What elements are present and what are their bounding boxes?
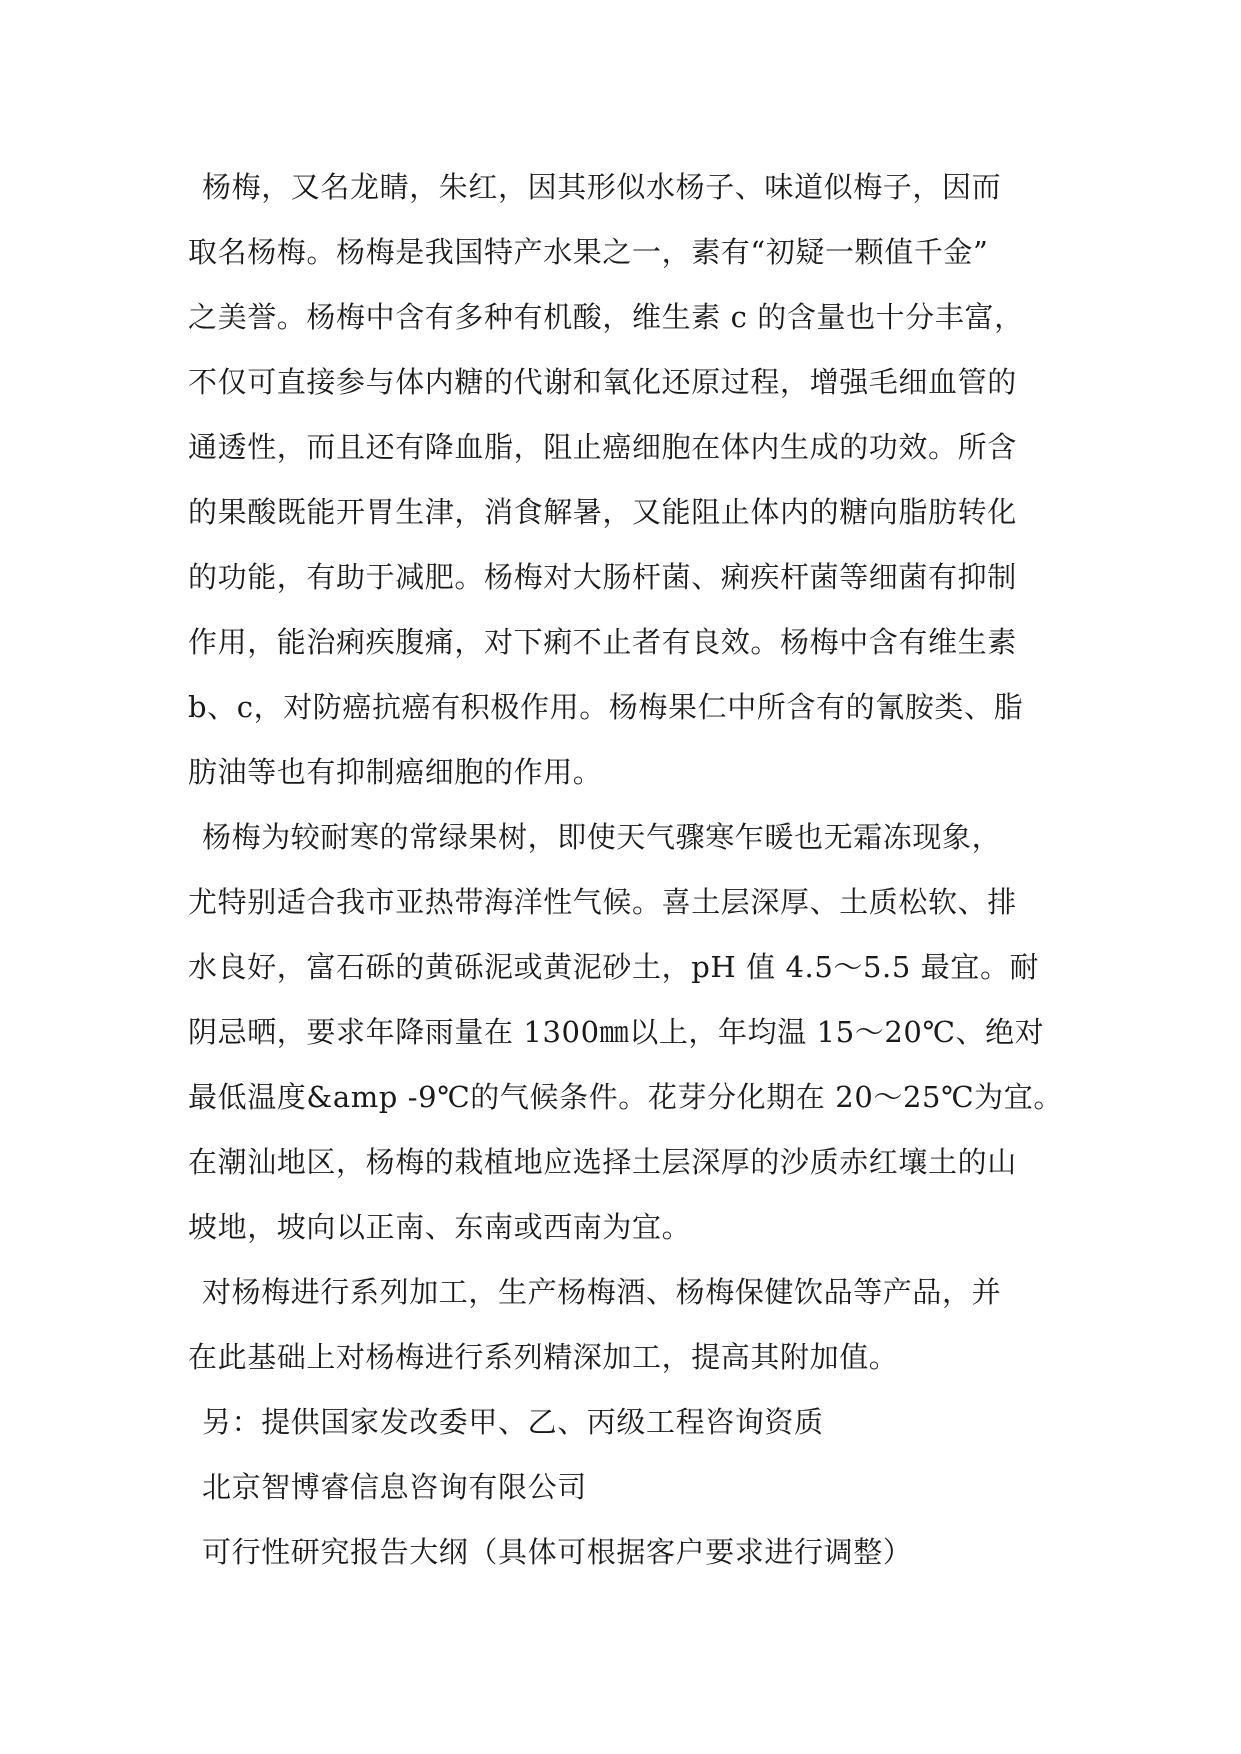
paragraph-2-line-5: 最低温度&amp -9℃的气候条件。花芽分化期在 20～25℃为宜。	[188, 1080, 1063, 1114]
qualification-note: 另：提供国家发改委甲、乙、丙级工程咨询资质	[202, 1405, 824, 1439]
paragraph-2-line-6: 在潮汕地区，杨梅的栽植地应选择土层深厚的沙质赤红壤土的山	[188, 1145, 1017, 1179]
paragraph-1-line-7: 的功能，有助于减肥。杨梅对大肠杆菌、痢疾杆菌等细菌有抑制	[188, 560, 1017, 594]
paragraph-1-line-3: 之美誉。杨梅中含有多种有机酸，维生素 c 的含量也十分丰富，	[188, 300, 1024, 334]
document-body	[188, 155, 1063, 1585]
paragraph-1-line-10: 肪油等也有抑制癌细胞的作用。	[188, 755, 603, 789]
paragraph-1-line-6: 的果酸既能开胃生津，消食解暑，又能阻止体内的糖向脂肪转化	[188, 495, 1017, 529]
paragraph-2-line-2: 尤特别适合我市亚热带海洋性气候。喜土层深厚、土质松软、排	[188, 885, 1017, 919]
paragraph-2-line-7: 坡地，坡向以正南、东南或西南为宜。	[188, 1210, 692, 1244]
paragraph-2-line-3: 水良好，富石砾的黄砾泥或黄泥砂土，pH 值 4.5～5.5 最宜。耐	[188, 950, 1040, 984]
paragraph-3-line-1: 对杨梅进行系列加工，生产杨梅酒、杨梅保健饮品等产品，并	[202, 1275, 1002, 1309]
paragraph-1-line-8: 作用，能治痢疾腹痛，对下痢不止者有良效。杨梅中含有维生素	[188, 625, 1017, 659]
paragraph-1-line-9: b、c，对防癌抗癌有积极作用。杨梅果仁中所含有的氰胺类、脂	[188, 690, 1024, 724]
paragraph-1-line-2: 取名杨梅。杨梅是我国特产水果之一，素有“初疑一颗值千金”	[188, 235, 989, 269]
outline-heading: 可行性研究报告大纲（具体可根据客户要求进行调整）	[202, 1535, 913, 1569]
paragraph-3-line-2: 在此基础上对杨梅进行系列精深加工，提高其附加值。	[188, 1340, 899, 1374]
paragraph-1-line-1: 杨梅，又名龙睛，朱红，因其形似水杨子、味道似梅子，因而	[202, 170, 1002, 204]
paragraph-2-line-4: 阴忌晒，要求年降雨量在 1300㎜以上，年均温 15～20℃、绝对	[188, 1015, 1045, 1049]
paragraph-1-line-4: 不仅可直接参与体内糖的代谢和氧化还原过程，增强毛细血管的	[188, 365, 1017, 399]
paragraph-1-line-5: 通透性，而且还有降血脂，阻止癌细胞在体内生成的功效。所含	[188, 430, 1017, 464]
company-name: 北京智博睿信息咨询有限公司	[202, 1470, 587, 1504]
paragraph-2-line-1: 杨梅为较耐寒的常绿果树，即使天气骤寒乍暖也无霜冻现象，	[202, 820, 1002, 854]
